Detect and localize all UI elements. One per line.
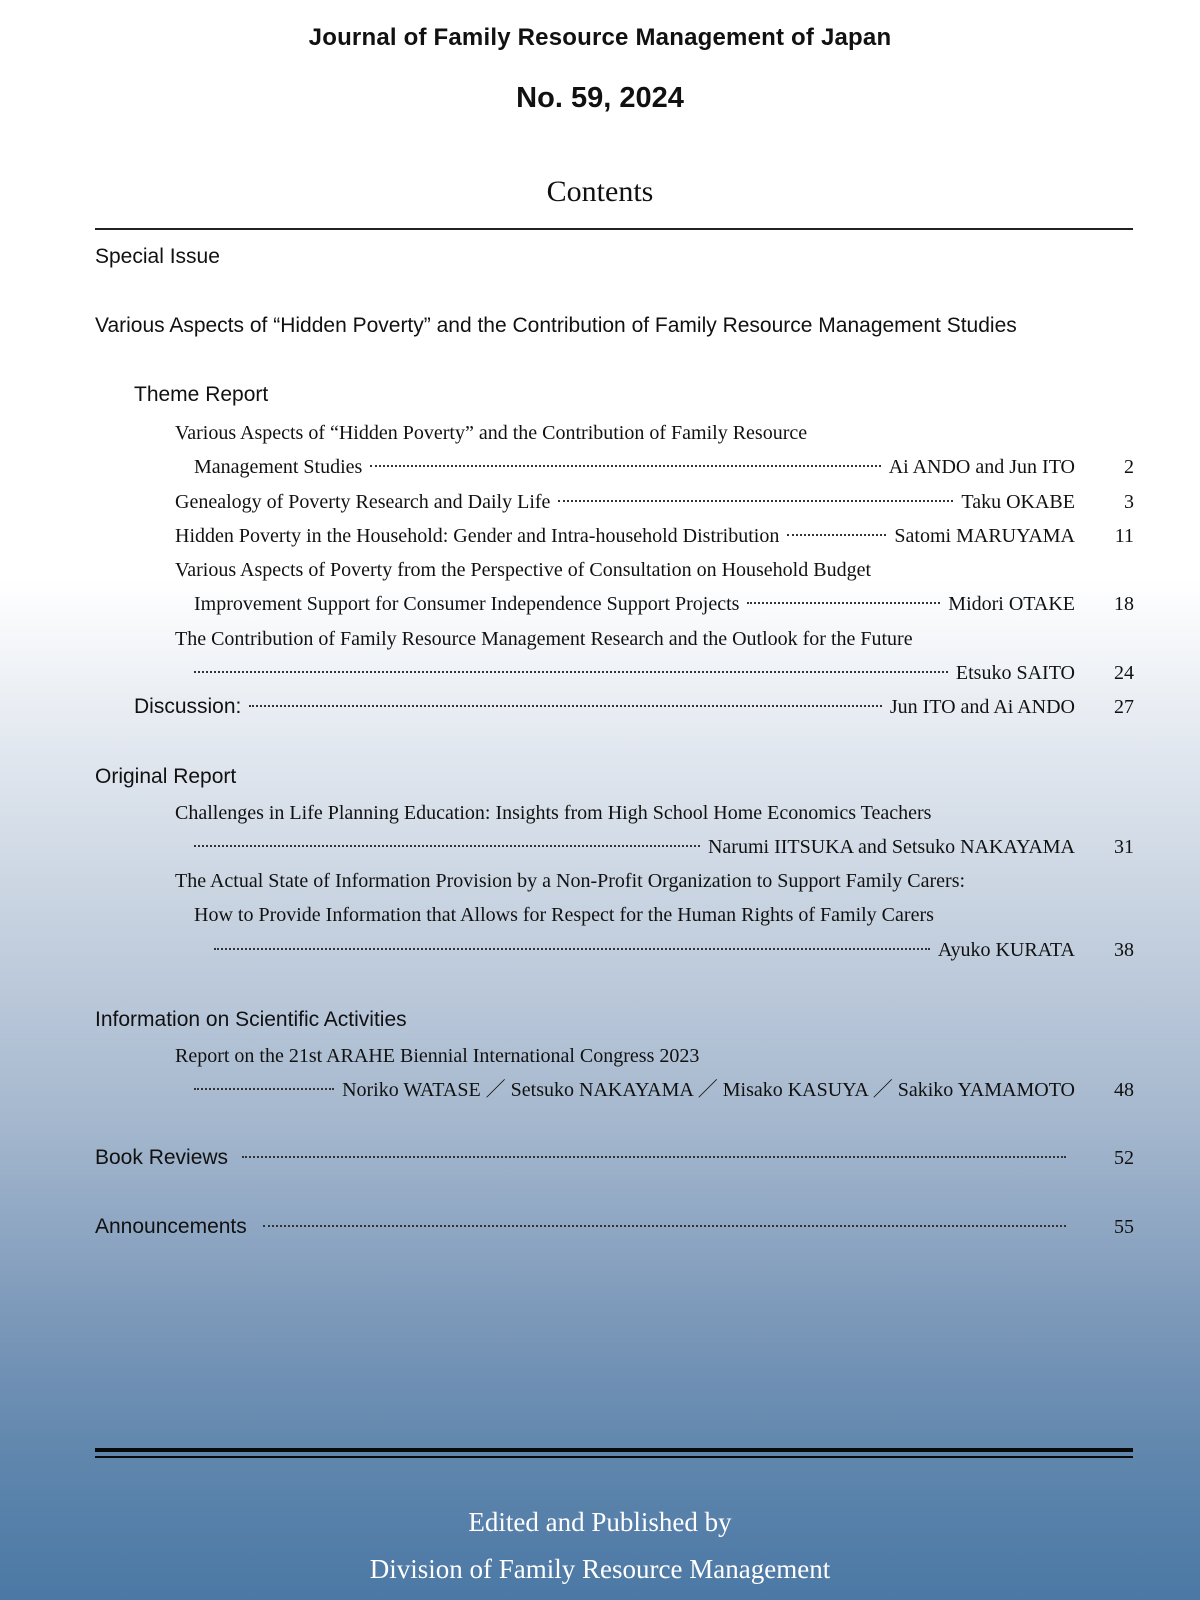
scientific-activities-heading: Information on Scientific Activities bbox=[95, 1008, 407, 1031]
toc-entry bbox=[175, 489, 1075, 515]
toc-entry-title: Genealogy of Poverty Research and Daily Life bbox=[175, 491, 551, 513]
leader-dots bbox=[787, 534, 886, 536]
leader-dots bbox=[194, 671, 948, 673]
footer-publisher-line2: Division of Family Resource Management bbox=[369, 1554, 831, 1584]
announcements-entry bbox=[95, 1214, 1070, 1240]
toc-page-number: 11 bbox=[1114, 525, 1134, 547]
toc-entry-authors: Satomi MARUYAMA bbox=[894, 525, 1075, 547]
toc-entry-authors: Noriko WATASE ／ Setsuko NAKAYAMA ／ Misako KASUYA ／ Sakiko YAMAMOTO bbox=[342, 1079, 1075, 1101]
theme-report-heading: Theme Report bbox=[134, 383, 269, 406]
leader-dots bbox=[242, 1156, 1066, 1158]
footer-publisher-line1: Edited and Published by bbox=[468, 1507, 732, 1537]
toc-page-number: 52 bbox=[1114, 1147, 1134, 1169]
toc-page-number: 27 bbox=[1114, 696, 1134, 718]
special-issue-heading: Special Issue bbox=[95, 245, 220, 268]
toc-page-number: 38 bbox=[1114, 939, 1134, 961]
toc-entry-title: Management Studies bbox=[194, 456, 363, 478]
toc-page-number: 2 bbox=[1124, 456, 1134, 478]
toc-entry-authors: Etsuko SAITO bbox=[955, 662, 1075, 684]
issue-number: No. 59, 2024 bbox=[516, 82, 684, 114]
discussion-label: Discussion: bbox=[134, 695, 242, 718]
footer-rule-thick bbox=[95, 1448, 1133, 1452]
journal-title: Journal of Family Resource Management of Japan bbox=[308, 24, 892, 51]
toc-entry bbox=[194, 454, 1075, 480]
special-issue-theme-title: Various Aspects of “Hidden Poverty” and the Contribution of Family Resource Management Studies bbox=[95, 314, 1017, 337]
toc-entry-title: Report on the 21st ARAHE Biennial International Congress 2023 bbox=[175, 1045, 700, 1067]
toc-page-number: 31 bbox=[1114, 836, 1134, 858]
toc-entry-authors: Midori OTAKE bbox=[948, 593, 1075, 615]
toc-entry bbox=[194, 660, 1075, 686]
announcements-label: Announcements bbox=[95, 1215, 247, 1238]
toc-entry-title: The Actual State of Information Provision by a Non-Profit Organization to Support Family Carers: bbox=[175, 870, 966, 892]
toc-entry-title: Various Aspects of “Hidden Poverty” and the Contribution of Family Resource bbox=[175, 422, 808, 444]
toc-entry-title: How to Provide Information that Allows for Respect for the Human Rights of Family Carers bbox=[194, 904, 934, 926]
contents-top-rule bbox=[95, 228, 1133, 230]
toc-page-number: 24 bbox=[1114, 662, 1134, 684]
book-reviews-entry bbox=[95, 1145, 1070, 1171]
toc-entry bbox=[214, 937, 1075, 963]
contents-heading: Contents bbox=[546, 175, 654, 208]
toc-page-number: 55 bbox=[1114, 1216, 1134, 1238]
book-reviews-label: Book Reviews bbox=[95, 1146, 229, 1169]
original-report-heading: Original Report bbox=[95, 765, 237, 788]
toc-entry bbox=[194, 591, 1075, 617]
toc-entry-authors: Jun ITO and Ai ANDO bbox=[889, 696, 1075, 718]
toc-entry-title: The Contribution of Family Resource Management Research and the Outlook for the Future bbox=[175, 628, 913, 650]
toc-entry-title: Improvement Support for Consumer Independence Support Projects bbox=[194, 593, 740, 615]
leader-dots bbox=[263, 1225, 1066, 1227]
toc-entry-title: Challenges in Life Planning Education: Insights from High School Home Economics Teachers bbox=[175, 802, 932, 824]
toc-page-number: 48 bbox=[1114, 1079, 1134, 1101]
toc-entry-title: Various Aspects of Poverty from the Perspective of Consultation on Household Budget bbox=[175, 559, 872, 581]
toc-entry bbox=[194, 1077, 1075, 1103]
leader-dots bbox=[194, 1088, 334, 1090]
toc-entry bbox=[175, 523, 1075, 549]
toc-entry-authors: Narumi IITSUKA and Setsuko NAKAYAMA bbox=[707, 836, 1075, 858]
leader-dots bbox=[249, 705, 881, 707]
leader-dots bbox=[194, 845, 700, 847]
toc-entry-authors: Ai ANDO and Jun ITO bbox=[888, 456, 1075, 478]
discussion-entry bbox=[134, 694, 1075, 720]
toc-page-number: 3 bbox=[1124, 491, 1134, 513]
leader-dots bbox=[558, 500, 953, 502]
footer-rule-thin bbox=[95, 1456, 1133, 1458]
leader-dots bbox=[370, 465, 880, 467]
toc-entry-title: Hidden Poverty in the Household: Gender and Intra-household Distribution bbox=[175, 525, 780, 547]
toc-page-number: 18 bbox=[1114, 593, 1134, 615]
toc-entry-authors: Taku OKABE bbox=[961, 491, 1075, 513]
leader-dots bbox=[747, 602, 940, 604]
toc-entry bbox=[194, 834, 1075, 860]
toc-entry-authors: Ayuko KURATA bbox=[937, 939, 1075, 961]
leader-dots bbox=[214, 948, 930, 950]
